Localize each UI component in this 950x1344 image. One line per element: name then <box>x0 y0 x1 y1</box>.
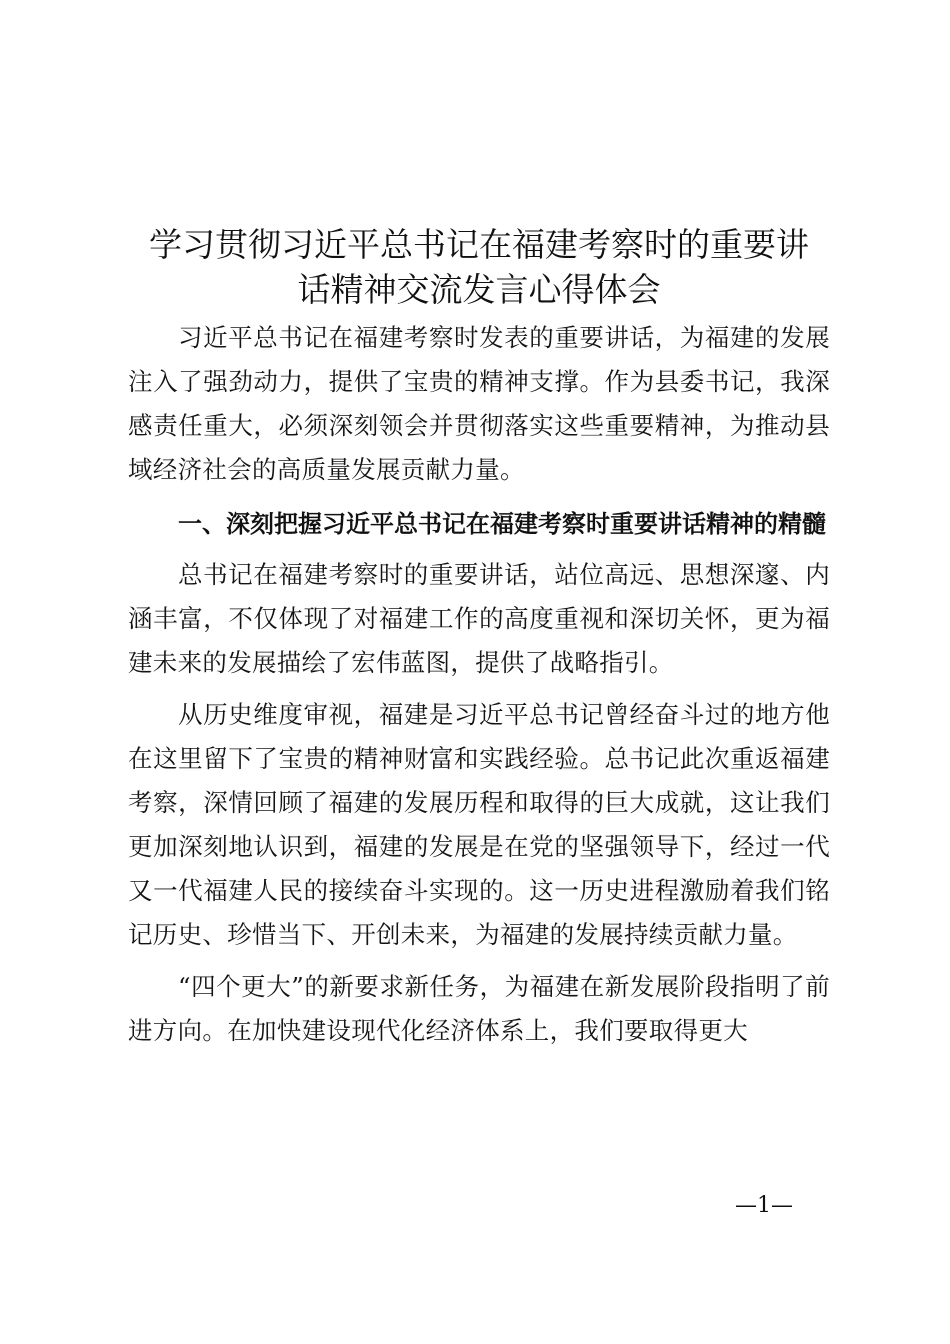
document-body <box>128 222 830 1053</box>
page-number: —1— <box>735 1193 793 1218</box>
intro-paragraph: 习近平总书记在福建考察时发表的重要讲话，为福建的发展注入了强劲动力，提供了宝贵的精神支撑。作为县委书记，我深感责任重大，必须深刻领会并贯彻落实这些重要精神，为推动县域经济社会的高质量发展贡献力量。 <box>128 323 830 484</box>
section-heading-1: 一、深刻把握习近平总书记在福建考察时重要讲话精神的精髓 <box>178 510 826 538</box>
document-title <box>128 222 830 312</box>
body-paragraph-2: 从历史维度审视，福建是习近平总书记曾经奋斗过的地方他在这里留下了宝贵的精神财富和实践经验。总书记此次重返福建考察，深情回顾了福建的发展历程和取得的巨大成就，这让我们更加深刻地认识到，福建的发展是在党的坚强领导下，经过一代又一代福建人民的接续奋斗实现的。这一历史进程激励着我们铭记历史、珍惜当下、开创未来，为福建的发展持续贡献力量。 <box>128 700 830 949</box>
body-paragraph-3: “四个更大”的新要求新任务，为福建在新发展阶段指明了前进方向。在加快建设现代化经济体系上，我们要取得更大 <box>128 972 830 1045</box>
title-line-1: 学习贯彻习近平总书记在福建考察时的重要讲 <box>149 225 809 264</box>
body-paragraph-1: 总书记在福建考察时的重要讲话，站位高远、思想深邃、内涵丰富，不仅体现了对福建工作的高度重视和深切关怀，更为福建未来的发展描绘了宏伟蓝图，提供了战略指引。 <box>128 560 830 677</box>
title-line-2: 话精神交流发言心得体会 <box>297 270 661 309</box>
